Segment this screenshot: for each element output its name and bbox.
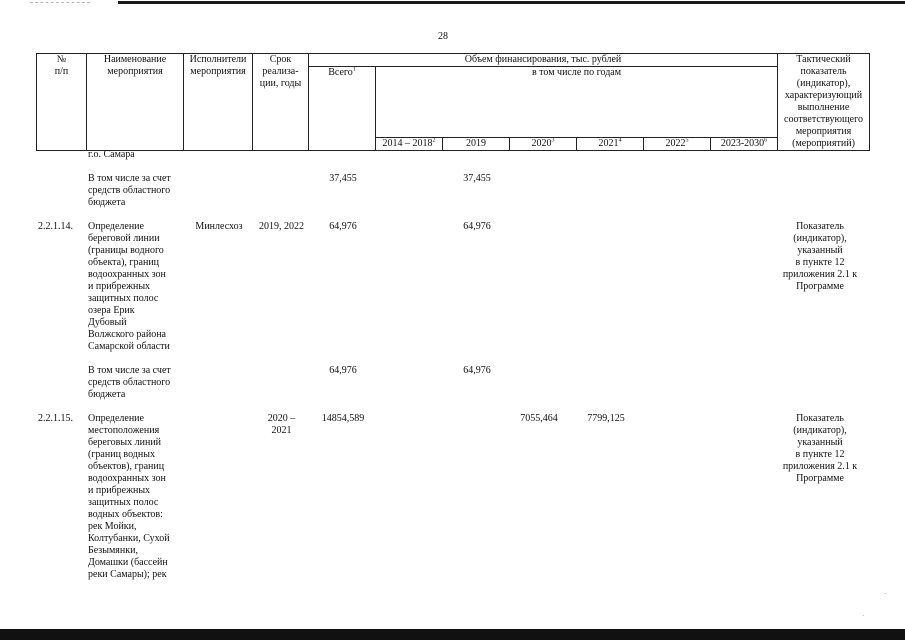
top-dark-bar <box>118 1 905 4</box>
row-name: Определение береговой линии (границы водного объекта), границ водоохранных зон и прибрежных защитных полос озера Ерик Дубовый Волжского района Самарской области <box>88 221 170 352</box>
row-name: В том числе за счет средств областного бюджета <box>88 173 171 208</box>
row-total: 64,976 <box>329 221 357 232</box>
header-year-label: 2022 <box>665 138 686 149</box>
header-year-sup: 2 <box>432 137 436 144</box>
header-name: Наименование мероприятия <box>87 54 184 151</box>
row-total: 37,455 <box>329 173 357 184</box>
header-total-sup: 1 <box>352 66 356 73</box>
header-num: № п/п <box>37 54 87 151</box>
row-number: 2.2.1.15. <box>38 413 73 424</box>
row-2020: 7055,464 <box>520 413 558 424</box>
header-year-sup: 4 <box>618 137 622 144</box>
row-total: 14854,589 <box>321 413 365 424</box>
header-year-label: 2023-2030 <box>720 138 765 149</box>
header-total <box>309 67 376 151</box>
header-year-sup: 3 <box>551 137 555 144</box>
table-body <box>36 149 866 624</box>
row-term: 2020 – 2021 <box>267 413 296 436</box>
row-2019: 64,976 <box>463 365 491 376</box>
bottom-scan-edge <box>0 629 905 640</box>
row-name: г.о. Самара <box>88 149 135 160</box>
scan-mark: · <box>862 612 865 620</box>
header-term: Срок реализа- ции, годы <box>253 54 309 151</box>
header-year-label: 2019 <box>466 138 486 149</box>
top-scan-edge <box>0 0 905 5</box>
header-indicator: Тактический показатель (индикатор), характеризующий выполнение соответствующего мероприятия (мероприятий) <box>778 54 870 151</box>
funding-table-header <box>36 53 870 151</box>
header-year-label: 2014 – 2018 <box>382 138 433 149</box>
row-2019: 64,976 <box>463 221 491 232</box>
header-total-label: Всего <box>328 67 353 78</box>
row-indicator: Показатель (индикатор), указанный в пункте 12 приложения 2.1 к Программе <box>782 413 858 484</box>
row-indicator: Показатель (индикатор), указанный в пункте 12 приложения 2.1 к Программе <box>782 221 858 292</box>
row-name: Определение местоположения береговых линий (границ водных объектов), границ водоохранных зон и прибрежных защитных полос водных объектов: рек Мойки, Колтубанки, Сухой Безымянки, Домашки (бассейн реки Самары); рек <box>88 413 170 580</box>
scan-dots <box>30 2 90 3</box>
row-2021: 7799,125 <box>587 413 625 424</box>
header-funding-group: Объем финансирования, тыс. рублей <box>309 54 778 67</box>
scan-mark: · <box>884 590 887 598</box>
header-year-label: 2021 <box>598 138 619 149</box>
header-year-sup: 5 <box>685 137 689 144</box>
header-executors: Исполнители мероприятия <box>184 54 253 151</box>
row-executor: Минлесхоз <box>195 221 243 232</box>
row-term: 2019, 2022 <box>259 221 304 232</box>
row-total: 64,976 <box>329 365 357 376</box>
row-2019: 37,455 <box>463 173 491 184</box>
header-by-years: в том числе по годам <box>376 67 778 138</box>
row-name: В том числе за счет средств областного бюджета <box>88 365 171 400</box>
header-year-sup: 6 <box>764 137 768 144</box>
header-year-label: 2020 <box>531 138 552 149</box>
row-number: 2.2.1.14. <box>38 221 73 232</box>
page-number: 28 <box>438 31 448 42</box>
